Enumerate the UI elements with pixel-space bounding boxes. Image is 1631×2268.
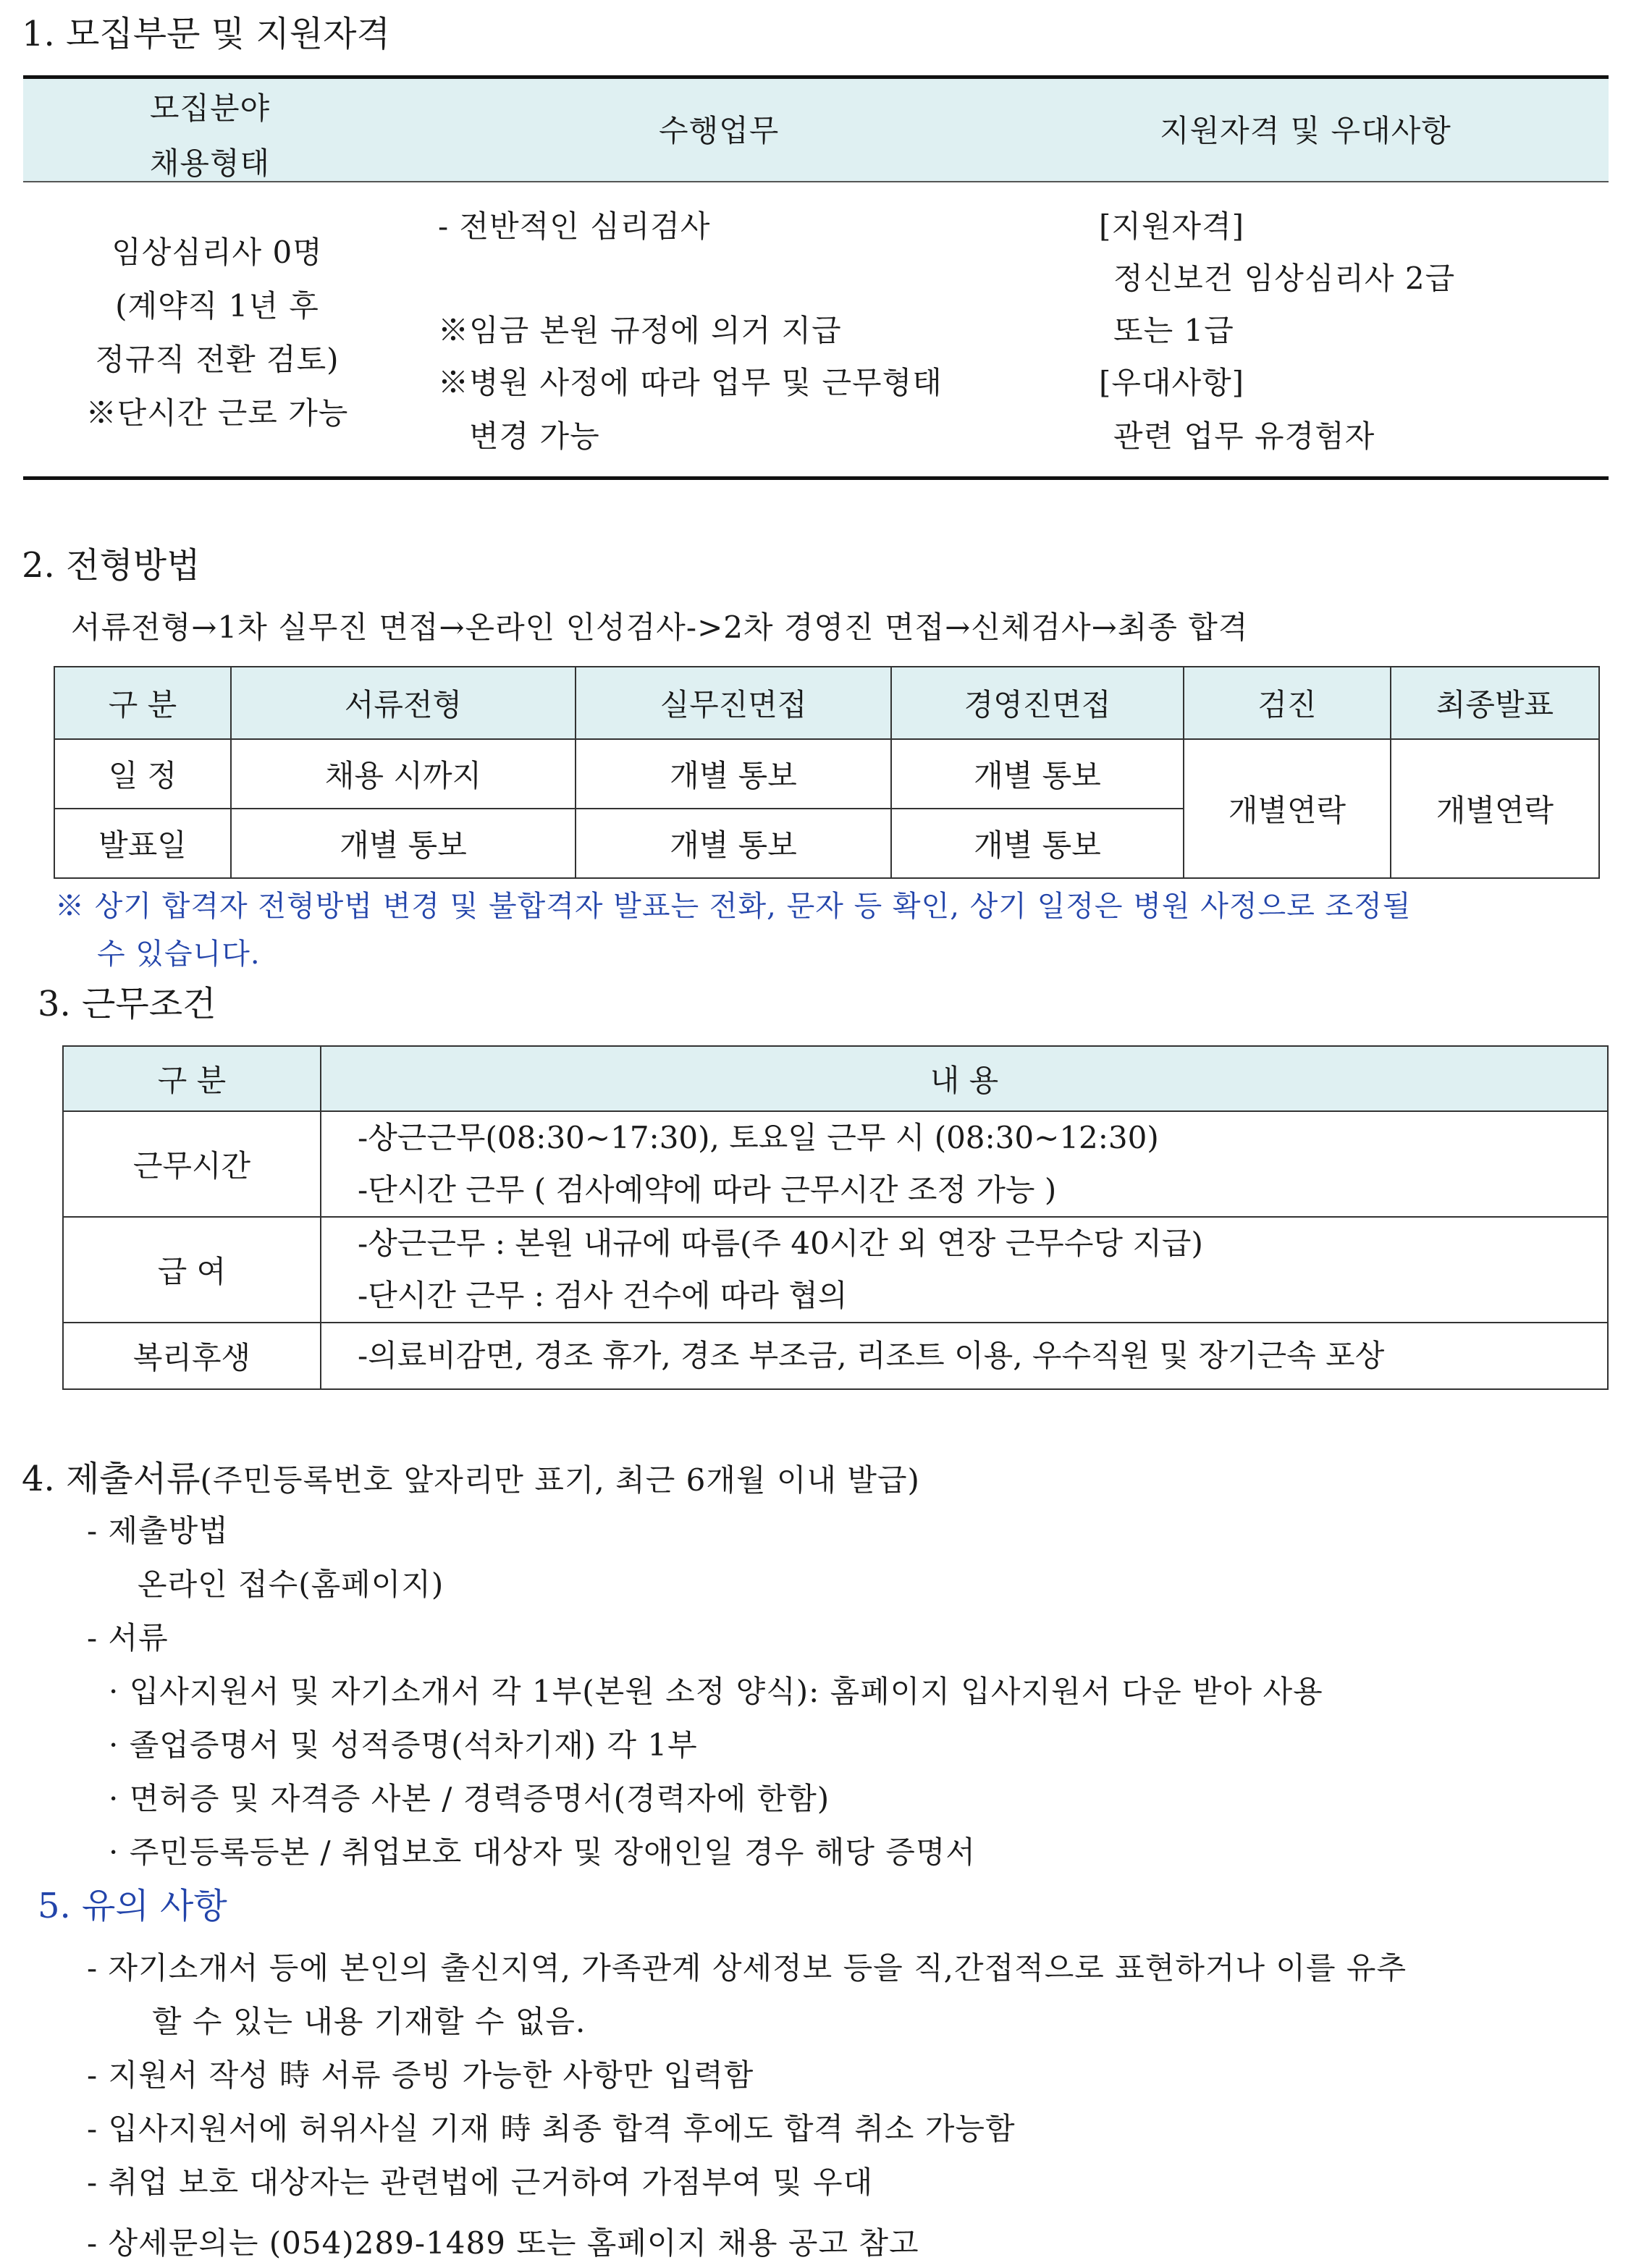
selection-note-line1: ※ 상기 합격자 전형방법 변경 및 불합격자 발표는 전화, 문자 등 확인, 상기 일정은 병원 사정으로 조정될 [55,890,1412,923]
table-header-row [54,667,1599,739]
section5-heading: 5. 유의 사항 [38,1886,227,1926]
table-header-cell: 내 용 [321,1046,1608,1111]
col1-line: ※단시간 근로 가능 [85,395,349,431]
cell-line: -의료비감면, 경조 휴가, 경조 부조금, 리조트 이용, 우수직원 및 장기근속 포상 [358,1338,1385,1373]
section1-heading: 1. 모집부문 및 지원자격 [22,14,390,54]
table-row [63,1217,1608,1323]
table-row [54,739,1599,809]
table-header-cell: 경영진면접 [891,667,1184,739]
section1-col3-line: [지원자격] [1099,208,1245,244]
row-label: 일 정 [54,739,231,809]
col1-header-line1: 모집분야 [149,90,271,126]
row-label: 근무시간 [63,1111,321,1217]
table-cell: 채용 시까지 [231,739,576,809]
section4-heading-note: (주민등록번호 앞자리만 표기, 최근 6개월 이내 발급) [200,1462,920,1498]
notice-item: - 상세문의는 (054)289-1489 또는 홈페이지 채용 공고 참고 [87,2225,919,2261]
table-cell: 개별 통보 [231,809,576,878]
table-header-row [63,1046,1608,1111]
section1-col2-line: - 전반적인 심리검사 [438,208,711,244]
submit-method-label: - 제출방법 [87,1513,229,1548]
cell-line: -상근근무(08:30~17:30), 토요일 근무 시 (08:30~12:30) [358,1120,1159,1155]
section1-col3-line: 정신보건 임상심리사 2급 [1113,261,1456,296]
section1-col2-line: ※병원 사정에 따라 업무 및 근무형태 [438,365,943,400]
working-conditions-table [62,1045,1609,1390]
notice-item: - 자기소개서 등에 본인의 출신지역, 가족관계 상세정보 등을 직,간접적으로 표현하거나 이를 유추 [87,1950,1407,1986]
selection-note-line2: 수 있습니다. [97,937,261,971]
section1-col2-header: 수행업무 [659,113,780,148]
process-flow: 서류전형→1차 실무진 면접→온라인 인성검사->2차 경영진 면접→신체검사→최종 합격 [71,610,1249,645]
submit-method-value: 온라인 접수(홈페이지) [138,1567,444,1602]
table-cell [321,1111,1608,1217]
row-label: 복리후생 [63,1323,321,1389]
section1-col3-line: 또는 1급 [1113,313,1234,348]
table-header-cell: 서류전형 [231,667,576,739]
section3-heading: 3. 근무조건 [38,984,216,1024]
section1-col3-line: [우대사항] [1099,365,1245,400]
col1-line: 임상심리사 0명 [111,235,323,270]
cell-line: -단시간 근무 : 검사 건수에 따라 협의 [358,1278,848,1313]
cell-line: -단시간 근무 ( 검사예약에 따라 근무시간 조정 가능 ) [358,1172,1057,1207]
document-item: · 졸업증명서 및 성적증명(석차기재) 각 1부 [109,1727,698,1763]
col1-line: 정규직 전환 검토) [95,342,340,377]
table-cell: 개별 통보 [891,739,1184,809]
table-cell: 개별 통보 [576,809,891,878]
table-row [63,1323,1608,1389]
table-header-cell: 구 분 [54,667,231,739]
row-label: 급 여 [63,1217,321,1323]
notice-item-continuation: 할 수 있는 내용 기재할 수 없음. [152,2004,586,2039]
section1-col2-line: ※임금 본원 규정에 의거 지급 [438,313,842,348]
table-header-cell: 검진 [1184,667,1391,739]
document-item: · 입사지원서 및 자기소개서 각 1부(본원 소정 양식): 홈페이지 입사지원서 다운 받아 사용 [109,1674,1323,1709]
notice-item: - 입사지원서에 허위사실 기재 時 최종 합격 후에도 합격 취소 가능함 [87,2111,1016,2146]
table-header-cell: 실무진면접 [576,667,891,739]
table-cell: 개별 통보 [891,809,1184,878]
table-cell [321,1217,1608,1323]
section2-heading: 2. 전형방법 [22,545,201,586]
table-header-cell: 구 분 [63,1046,321,1111]
documents-label: - 서류 [87,1620,169,1656]
section1-table-top-rule [23,75,1609,79]
table-cell [321,1323,1608,1389]
col1-header-line2: 채용형태 [149,146,271,181]
section4-heading-row [22,1451,920,1501]
document-item: · 면허증 및 자격증 사본 / 경력증명서(경력자에 한함) [109,1781,830,1816]
document-item: · 주민등록등본 / 취업보호 대상자 및 장애인일 경우 해당 증명서 [109,1834,976,1870]
merged-exam-cell: 개별연락 [1184,739,1391,878]
section1-col2-line: 변경 가능 [469,418,600,454]
table-row [63,1111,1608,1217]
section1-col3-line: 관련 업무 유경험자 [1113,418,1375,454]
notice-item: - 취업 보호 대상자는 관련법에 근거하여 가점부여 및 우대 [87,2164,874,2200]
notice-item: - 지원서 작성 時 서류 증빙 가능한 사항만 입력함 [87,2057,754,2093]
selection-schedule-table [54,666,1600,879]
section1-col1-content [43,226,391,440]
section1-table-bottom-rule [23,476,1609,480]
row-label: 발표일 [54,809,231,878]
section4-heading: 4. 제출서류 [22,1459,201,1499]
table-header-cell: 최종발표 [1391,667,1599,739]
merged-final-cell: 개별연락 [1391,739,1599,878]
table-cell: 개별 통보 [576,739,891,809]
section1-col3-header: 지원자격 및 우대사항 [1160,113,1451,148]
col1-line: (계약직 1년 후 [115,288,319,324]
cell-line: -상근근무 : 본원 내규에 따름(주 40시간 외 연장 근무수당 지급) [358,1226,1203,1261]
section1-col1-header [109,81,311,191]
